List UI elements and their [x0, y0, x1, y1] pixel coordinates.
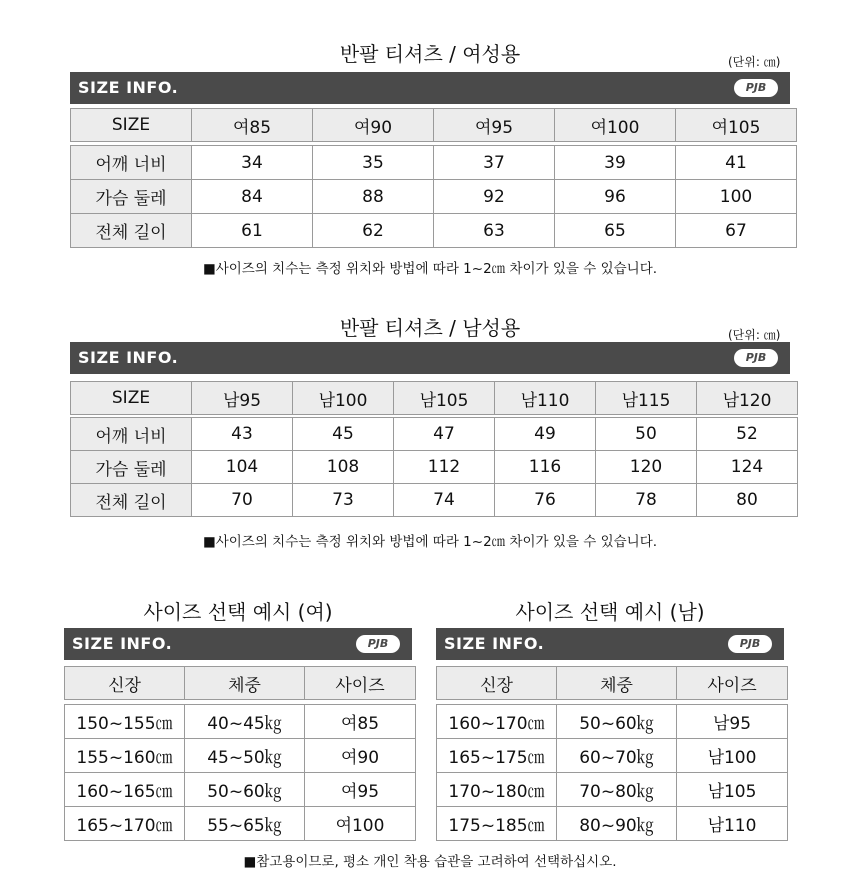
table-cell: 50 [596, 418, 697, 451]
table-cell: 45~50㎏ [185, 739, 305, 773]
women-size-info-bar [70, 72, 790, 104]
table-cell: 가슴 둘레 [71, 451, 192, 484]
table-row [71, 418, 798, 451]
men-unit: (단위: ㎝) [728, 328, 781, 342]
table-cell: 61 [192, 214, 313, 248]
table-cell: 여85 [305, 705, 416, 739]
table-cell: 160~165㎝ [65, 773, 185, 807]
header-cell: 남120 [697, 382, 798, 415]
table-row [437, 807, 788, 841]
men-size-table [70, 381, 798, 517]
header-row [71, 382, 798, 415]
table-row [71, 180, 797, 214]
size-info-label: SIZE INFO. [72, 634, 173, 653]
table-cell: 65 [555, 214, 676, 248]
table-cell: 67 [676, 214, 797, 248]
table-cell: 55~65㎏ [185, 807, 305, 841]
table-cell: 165~170㎝ [65, 807, 185, 841]
table-cell: 165~175㎝ [437, 739, 557, 773]
table-row [71, 484, 798, 517]
header-cell: 남95 [192, 382, 293, 415]
header-cell: 남100 [293, 382, 394, 415]
women-size-table [70, 108, 797, 248]
header-cell: SIZE [71, 382, 192, 415]
table-cell: 35 [313, 146, 434, 180]
table-cell: 155~160㎝ [65, 739, 185, 773]
table-row [437, 739, 788, 773]
table-cell: 73 [293, 484, 394, 517]
table-cell: 70 [192, 484, 293, 517]
table-cell: 45 [293, 418, 394, 451]
brand-logo-icon: PJB [734, 349, 778, 367]
table-row [71, 146, 797, 180]
brand-logo-icon: PJB [728, 635, 772, 653]
table-cell: 60~70㎏ [557, 739, 677, 773]
men-size-info-bar [70, 342, 790, 374]
men-note: ■사이즈의 치수는 측정 위치와 방법에 따라 1~2㎝ 차이가 있을 수 있습니다. [202, 534, 658, 550]
table-row [65, 807, 416, 841]
table-cell: 가슴 둘레 [71, 180, 192, 214]
table-cell: 116 [495, 451, 596, 484]
example-women-size-info-bar [64, 628, 412, 660]
table-row [65, 739, 416, 773]
table-cell: 남105 [677, 773, 788, 807]
table-cell: 어깨 너비 [71, 146, 192, 180]
table-cell: 150~155㎝ [65, 705, 185, 739]
table-cell: 88 [313, 180, 434, 214]
table-cell: 170~180㎝ [437, 773, 557, 807]
men-title: 반팔 티셔츠 / 남성용 [339, 316, 521, 340]
table-cell: 41 [676, 146, 797, 180]
table-cell: 175~185㎝ [437, 807, 557, 841]
table-cell: 70~80㎏ [557, 773, 677, 807]
table-cell: 80 [697, 484, 798, 517]
header-row [71, 109, 797, 142]
table-cell: 남100 [677, 739, 788, 773]
header-cell: 체중 [185, 667, 305, 700]
example-men-title: 사이즈 선택 예시 (남) [515, 600, 705, 624]
brand-logo-icon: PJB [734, 79, 778, 97]
table-cell: 52 [697, 418, 798, 451]
table-row [71, 214, 797, 248]
header-cell: 신장 [65, 667, 185, 700]
table-cell: 49 [495, 418, 596, 451]
table-cell: 34 [192, 146, 313, 180]
header-cell: 남105 [394, 382, 495, 415]
table-cell: 76 [495, 484, 596, 517]
table-row [437, 773, 788, 807]
header-cell: 남110 [495, 382, 596, 415]
table-row [65, 705, 416, 739]
footer-note: ■참고용이므로, 평소 개인 착용 습관을 고려하여 선택하십시오. [243, 854, 617, 870]
table-row [71, 451, 798, 484]
table-row [65, 773, 416, 807]
table-cell: 62 [313, 214, 434, 248]
table-cell: 84 [192, 180, 313, 214]
table-cell: 여90 [305, 739, 416, 773]
table-cell: 40~45㎏ [185, 705, 305, 739]
table-cell: 전체 길이 [71, 214, 192, 248]
size-info-label: SIZE INFO. [78, 348, 179, 367]
table-row [437, 705, 788, 739]
table-cell: 50~60㎏ [557, 705, 677, 739]
table-cell: 37 [434, 146, 555, 180]
header-cell: 사이즈 [677, 667, 788, 700]
header-cell: 여95 [434, 109, 555, 142]
women-title: 반팔 티셔츠 / 여성용 [339, 42, 521, 66]
example-women-title: 사이즈 선택 예시 (여) [143, 600, 333, 624]
table-cell: 47 [394, 418, 495, 451]
women-note: ■사이즈의 치수는 측정 위치와 방법에 따라 1~2㎝ 차이가 있을 수 있습니다. [202, 261, 658, 277]
table-cell: 74 [394, 484, 495, 517]
table-cell: 여95 [305, 773, 416, 807]
table-cell: 여100 [305, 807, 416, 841]
size-info-label: SIZE INFO. [78, 78, 179, 97]
header-cell: 신장 [437, 667, 557, 700]
table-cell: 전체 길이 [71, 484, 192, 517]
header-cell: 여90 [313, 109, 434, 142]
table-cell: 어깨 너비 [71, 418, 192, 451]
header-cell: 남115 [596, 382, 697, 415]
brand-logo-icon: PJB [356, 635, 400, 653]
table-cell: 78 [596, 484, 697, 517]
header-cell: 여85 [192, 109, 313, 142]
header-row [65, 667, 416, 700]
table-cell: 39 [555, 146, 676, 180]
table-cell: 124 [697, 451, 798, 484]
table-cell: 120 [596, 451, 697, 484]
header-cell: 여105 [676, 109, 797, 142]
header-cell: 사이즈 [305, 667, 416, 700]
example-men-table [436, 666, 788, 841]
table-cell: 남110 [677, 807, 788, 841]
table-cell: 96 [555, 180, 676, 214]
table-cell: 112 [394, 451, 495, 484]
table-cell: 108 [293, 451, 394, 484]
example-women-table [64, 666, 416, 841]
table-cell: 80~90㎏ [557, 807, 677, 841]
header-row [437, 667, 788, 700]
header-cell: SIZE [71, 109, 192, 142]
table-cell: 남95 [677, 705, 788, 739]
table-cell: 50~60㎏ [185, 773, 305, 807]
header-cell: 체중 [557, 667, 677, 700]
table-cell: 63 [434, 214, 555, 248]
table-cell: 104 [192, 451, 293, 484]
table-cell: 92 [434, 180, 555, 214]
table-cell: 100 [676, 180, 797, 214]
women-unit: (단위: ㎝) [728, 55, 781, 69]
example-men-size-info-bar [436, 628, 784, 660]
table-cell: 160~170㎝ [437, 705, 557, 739]
header-cell: 여100 [555, 109, 676, 142]
table-cell: 43 [192, 418, 293, 451]
size-info-label: SIZE INFO. [444, 634, 545, 653]
